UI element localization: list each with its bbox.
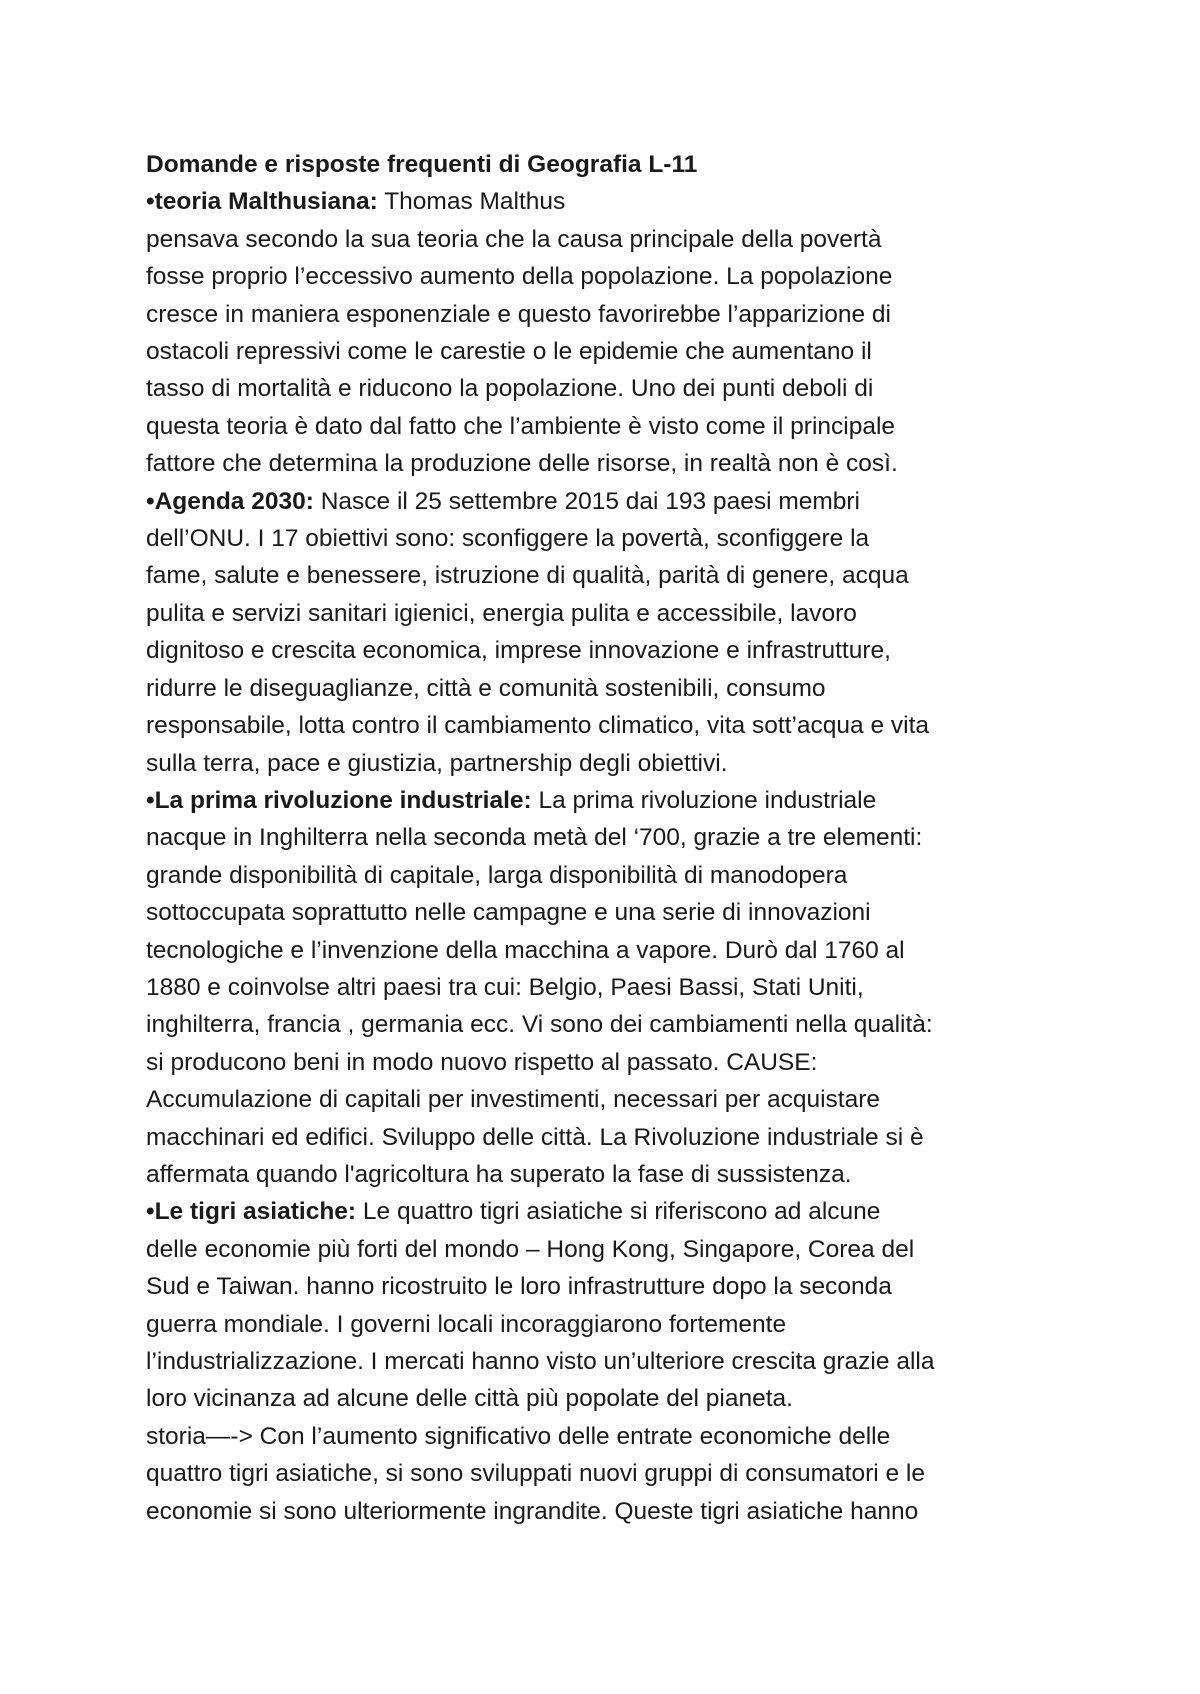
text-line: grande disponibilità di capitale, larga disponibilità di manodopera (146, 861, 848, 889)
section-first-line (146, 782, 1086, 819)
section-heading: •La prima rivoluzione industriale: (146, 786, 532, 814)
text-line: loro vicinanza ad alcune delle città più popolate del pianeta. (146, 1385, 793, 1413)
text-line: sulla terra, pace e giustizia, partnership degli obiettivi. (146, 749, 728, 777)
text-line: fattore che determina la produzione delle risorse, in realtà non è così. (146, 450, 898, 478)
text-line: tasso di mortalità e riducono la popolazione. Uno dei punti deboli di (146, 375, 874, 403)
text-line: fosse proprio l’eccessivo aumento della popolazione. La popolazione (146, 263, 893, 291)
text-line: tecnologiche e l’invenzione della macchina a vapore. Durò dal 1760 al (146, 936, 905, 964)
text-line: quattro tigri asiatiche, si sono sviluppati nuovi gruppi di consumatori e le (146, 1460, 925, 1488)
text-line: dignitoso e crescita economica, imprese innovazione e infrastrutture, (146, 637, 891, 665)
section-first-line (146, 183, 1086, 220)
text-line: inghilterra, francia , germania ecc. Vi sono dei cambiamenti nella qualità: (146, 1011, 933, 1039)
text-line: storia—-> Con l’aumento significativo delle entrate economiche delle (146, 1422, 891, 1450)
text-line: l’industrializzazione. I mercati hanno visto un’ulteriore crescita grazie alla (146, 1348, 935, 1375)
text-line: affermata quando l'agricoltura ha superato la fase di sussistenza. (146, 1160, 852, 1188)
text-line: responsabile, lotta contro il cambiamento climatico, vita sott’acqua e vita (146, 712, 930, 740)
section-first-line (146, 1193, 1086, 1230)
text-line: Sud e Taiwan. hanno ricostruito le loro infrastrutture dopo la seconda (146, 1273, 892, 1301)
document-page (146, 146, 1086, 1530)
text-line: macchinari ed edifici. Sviluppo delle città. La Rivoluzione industriale si è (146, 1123, 924, 1151)
section-text: Le quattro tigri asiatiche si riferiscono ad alcune (356, 1198, 881, 1226)
text-line: nacque in Inghilterra nella seconda metà del ‘700, grazie a tre elementi: (146, 824, 923, 852)
section-heading: •Le tigri asiatiche: (146, 1198, 357, 1226)
section-text: La prima rivoluzione industriale (531, 786, 877, 814)
text-line: fame, salute e benessere, istruzione di qualità, parità di genere, acqua (146, 562, 909, 590)
section-heading: •teoria Malthusiana: (146, 188, 378, 216)
text-line: pensava secondo la sua teoria che la causa principale della povertà (146, 225, 882, 253)
text-line: Accumulazione di capitali per investimenti, necessari per acquistare (146, 1086, 880, 1114)
text-line: pulita e servizi sanitari igienici, energia pulita e accessibile, lavoro (146, 599, 857, 627)
text-line: sottoccupata soprattutto nelle campagne e una serie di innovazioni (146, 899, 871, 927)
text-line: guerra mondiale. I governi locali incoraggiarono fortemente (146, 1310, 787, 1338)
text-line: cresce in maniera esponenziale e questo favorirebbe l’apparizione di (146, 300, 891, 328)
section-text: Thomas Malthus (377, 188, 566, 216)
text-line: ridurre le diseguaglianze, città e comunità sostenibili, consumo (146, 674, 826, 702)
text-line: delle economie più forti del mondo – Hong Kong, Singapore, Corea del (146, 1235, 915, 1263)
text-line: 1880 e coinvolse altri paesi tra cui: Belgio, Paesi Bassi, Stati Uniti, (146, 973, 864, 1001)
text-line: economie si sono ulteriormente ingrandite. Queste tigri asiatiche hanno (146, 1497, 919, 1525)
text-line: ostacoli repressivi come le carestie o le epidemie che aumentano il (146, 338, 872, 366)
section-heading: •Agenda 2030: (146, 487, 314, 515)
document-title: Domande e risposte frequenti di Geografia L-11 (146, 151, 698, 178)
section-text: Nasce il 25 settembre 2015 dai 193 paesi membri (313, 487, 860, 515)
text-line: dell’ONU. I 17 obiettivi sono: sconfiggere la povertà, sconfiggere la (146, 525, 870, 553)
section-first-line (146, 483, 1086, 520)
text-line: questa teoria è dato dal fatto che l’ambiente è visto come il principale (146, 412, 896, 440)
text-line: si producono beni in modo nuovo rispetto al passato. CAUSE: (146, 1048, 818, 1076)
